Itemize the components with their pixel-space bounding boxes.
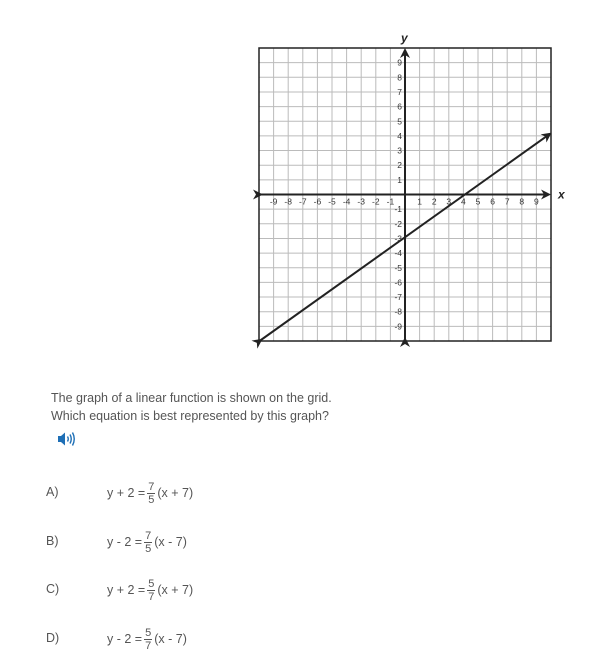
x-tick-label: -5 bbox=[328, 196, 336, 207]
y-tick-label: -7 bbox=[394, 292, 402, 303]
x-tick-label: 6 bbox=[490, 196, 495, 207]
equation-rhs: (x - 7) bbox=[154, 535, 187, 549]
choice-d[interactable] bbox=[46, 621, 346, 657]
fraction-denominator: 7 bbox=[148, 590, 155, 603]
choice-letter: D) bbox=[46, 631, 60, 645]
speaker-icon bbox=[56, 430, 78, 448]
x-tick-label: -4 bbox=[342, 196, 351, 207]
y-tick-label: -8 bbox=[394, 306, 402, 317]
choice-a[interactable] bbox=[46, 475, 346, 511]
y-tick-label: 6 bbox=[397, 101, 402, 112]
choice-equation bbox=[107, 524, 187, 560]
y-tick-label: -4 bbox=[394, 248, 402, 259]
fraction-numerator: 5 bbox=[145, 626, 152, 639]
x-axis-label: x bbox=[558, 187, 565, 202]
choice-equation bbox=[107, 475, 193, 511]
x-tick-label: -3 bbox=[357, 196, 365, 207]
choice-letter: C) bbox=[46, 582, 60, 596]
equation-lhs: y + 2 = bbox=[107, 486, 146, 500]
question-text bbox=[51, 389, 332, 425]
x-tick-label: 5 bbox=[475, 196, 481, 207]
equation-lhs: y - 2 = bbox=[107, 535, 143, 549]
x-tick-label: 8 bbox=[519, 196, 525, 207]
choice-equation bbox=[107, 621, 187, 657]
fraction-denominator: 7 bbox=[145, 639, 152, 652]
y-tick-label: 4 bbox=[397, 130, 402, 141]
question-line-2: Which equation is best represented by this graph? bbox=[51, 409, 329, 423]
y-tick-label: 5 bbox=[397, 116, 402, 127]
fraction bbox=[144, 530, 152, 555]
fraction-denominator: 5 bbox=[145, 542, 152, 555]
x-tick-label: -9 bbox=[269, 196, 278, 207]
y-tick-label: -3 bbox=[394, 233, 402, 244]
y-tick-label: 3 bbox=[397, 145, 402, 156]
equation-rhs: (x + 7) bbox=[157, 486, 194, 500]
fraction bbox=[147, 481, 155, 506]
x-tick-label: -8 bbox=[284, 196, 292, 207]
x-tick-label: 7 bbox=[504, 196, 510, 207]
equation-lhs: y - 2 = bbox=[107, 632, 143, 646]
fraction bbox=[144, 627, 152, 652]
fraction-numerator: 7 bbox=[145, 529, 152, 542]
audio-button[interactable] bbox=[56, 430, 78, 448]
x-tick-label: 3 bbox=[446, 196, 452, 207]
choice-equation bbox=[107, 572, 193, 608]
y-tick-label: 7 bbox=[397, 86, 402, 97]
y-tick-label: 2 bbox=[397, 160, 402, 171]
y-tick-label: -9 bbox=[394, 321, 402, 332]
y-axis-label: y bbox=[401, 31, 408, 45]
choice-c[interactable] bbox=[46, 572, 346, 608]
y-tick-label: -2 bbox=[394, 218, 402, 229]
axes bbox=[261, 50, 549, 339]
fraction-numerator: 5 bbox=[148, 577, 155, 590]
choice-letter: A) bbox=[46, 485, 59, 499]
x-tick-label: 1 bbox=[417, 196, 422, 207]
choice-b[interactable] bbox=[46, 524, 346, 560]
equation-rhs: (x + 7) bbox=[157, 583, 194, 597]
y-tick-label: 1 bbox=[397, 174, 402, 185]
fraction-denominator: 5 bbox=[148, 493, 155, 506]
fraction-numerator: 7 bbox=[148, 480, 155, 493]
equation-lhs: y + 2 = bbox=[107, 583, 146, 597]
x-tick-label: -6 bbox=[313, 196, 322, 207]
x-tick-label: 4 bbox=[461, 196, 466, 207]
x-tick-label: 2 bbox=[431, 196, 437, 207]
x-tick-label: -1 bbox=[386, 196, 395, 207]
y-tick-label: 9 bbox=[397, 57, 402, 68]
y-tick-label: 8 bbox=[397, 72, 402, 83]
question-line-1: The graph of a linear function is shown on the grid. bbox=[51, 391, 332, 405]
y-tick-label: -6 bbox=[394, 277, 402, 288]
choice-letter: B) bbox=[46, 534, 59, 548]
x-tick-label: -2 bbox=[372, 196, 380, 207]
equation-rhs: (x - 7) bbox=[154, 632, 187, 646]
fraction bbox=[147, 578, 155, 603]
y-tick-label: -5 bbox=[394, 262, 402, 273]
y-tick-label: -1 bbox=[394, 204, 402, 215]
x-tick-label: -7 bbox=[299, 196, 307, 207]
x-tick-label: 9 bbox=[534, 196, 539, 207]
